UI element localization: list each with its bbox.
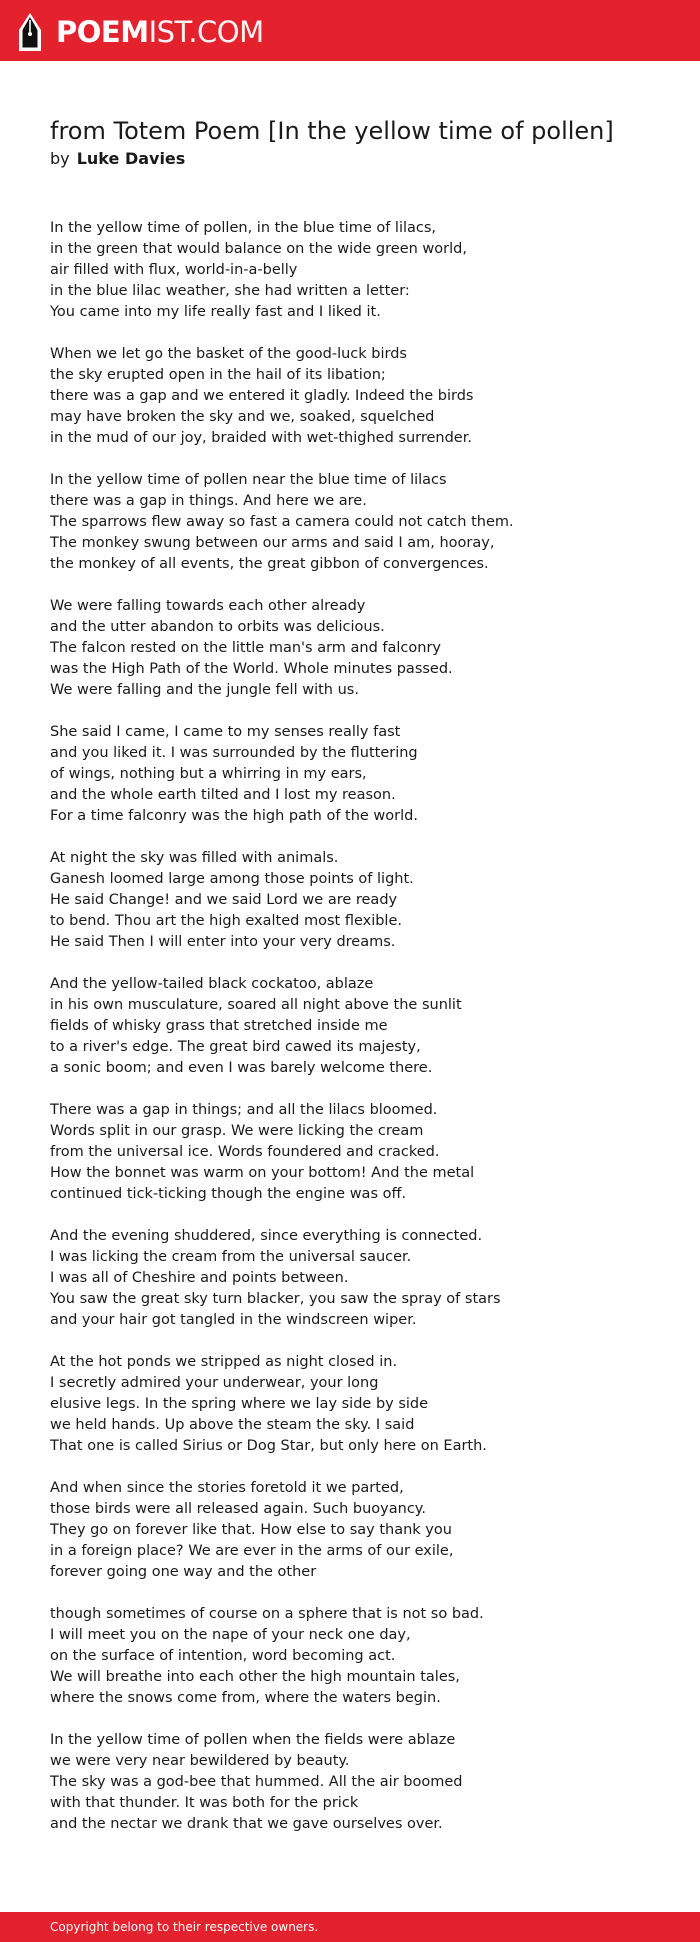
poem-line: in the blue lilac weather, she had written a letter: (50, 283, 410, 299)
poem-line: I was licking the cream from the universal saucer. (50, 1249, 412, 1265)
poem-line: and your hair got tangled in the windscreen wiper. (50, 1312, 417, 1328)
poem-stanza (50, 1352, 650, 1457)
poem-line: Words split in our grasp. We were licking the cream (50, 1123, 424, 1139)
poem-line: from the universal ice. Words foundered and cracked. (50, 1144, 440, 1160)
poem-line: a sonic boom; and even I was barely welcome there. (50, 1060, 433, 1076)
poem-line: and the nectar we drank that we gave ourselves over. (50, 1816, 443, 1832)
poem-line: there was a gap in things. And here we are. (50, 493, 367, 509)
poem-line: She said I came, I came to my senses really fast (50, 724, 401, 740)
poem-line: He said Change! and we said Lord we are ready (50, 892, 398, 908)
author-link[interactable]: Luke Davies (76, 149, 186, 168)
poem-line: we were very near bewildered by beauty. (50, 1753, 350, 1769)
poem-line: The monkey swung between our arms and said I am, hooray, (50, 535, 495, 551)
poem-title: from Totem Poem [In the yellow time of pollen] (50, 117, 614, 145)
poem-line: The sky was a god-bee that hummed. All the air boomed (50, 1774, 463, 1790)
poem-line: That one is called Sirius or Dog Star, but only here on Earth. (50, 1438, 487, 1454)
poem-line: there was a gap and we entered it gladly. Indeed the birds (50, 388, 474, 404)
byline (50, 148, 185, 170)
pen-nib-icon (18, 12, 42, 52)
poem-line: the monkey of all events, the great gibbon of convergences. (50, 556, 489, 572)
poem-line: In the yellow time of pollen when the fields were ablaze (50, 1732, 456, 1748)
poem-stanza (50, 722, 650, 827)
poem-line: in his own musculature, soared all night above the sunlit (50, 997, 462, 1013)
poem-line: I will meet you on the nape of your neck one day, (50, 1627, 411, 1643)
poem-line: For a time falconry was the high path of the world. (50, 808, 418, 824)
poem-line: in the green that would balance on the wide green world, (50, 241, 467, 257)
poem-stanza (50, 344, 650, 449)
poem-line: continued tick-ticking though the engine was off. (50, 1186, 407, 1202)
poem-line: on the surface of intention, word becoming act. (50, 1648, 396, 1664)
poem-stanza (50, 1730, 650, 1835)
poem-line: You came into my life really fast and I liked it. (50, 304, 381, 320)
poem-line: we held hands. Up above the steam the sky. I said (50, 1417, 415, 1433)
poem-line: We will breathe into each other the high mountain tales, (50, 1669, 460, 1685)
copyright-text: Copyright belong to their respective owners. (50, 1920, 319, 1934)
poem-line: may have broken the sky and we, soaked, squelched (50, 409, 435, 425)
poem-line: fields of whisky grass that stretched inside me (50, 1018, 388, 1034)
poem-line: was the High Path of the World. Whole minutes passed. (50, 661, 453, 677)
site-footer (0, 1912, 700, 1942)
poem-line: in a foreign place? We are ever in the arms of our exile, (50, 1543, 454, 1559)
logo-strong-text: POEM (56, 15, 149, 49)
poem-line: And when since the stories foretold it we parted, (50, 1480, 404, 1496)
poem-line: And the yellow-tailed black cockatoo, ablaze (50, 976, 374, 992)
poem-line: of wings, nothing but a whirring in my ears, (50, 766, 367, 782)
poem-stanza (50, 1604, 650, 1709)
poem-stanza (50, 218, 650, 323)
poem-line: There was a gap in things; and all the lilacs bloomed. (50, 1102, 438, 1118)
poem-line: and the whole earth tilted and I lost my reason. (50, 787, 396, 803)
poem-line: elusive legs. In the spring where we lay side by side (50, 1396, 429, 1412)
poem-line: I was all of Cheshire and points between. (50, 1270, 349, 1286)
poem-line: to bend. Thou art the high exalted most flexible. (50, 913, 402, 929)
poem-line: We were falling towards each other already (50, 598, 366, 614)
poem-stanza (50, 974, 650, 1079)
logo-light-text: IST.COM (148, 15, 264, 49)
poem-line: In the yellow time of pollen, in the blue time of lilacs, (50, 220, 437, 236)
poem-line: forever going one way and the other (50, 1564, 317, 1580)
poem-line: The falcon rested on the little man's arm and falconry (50, 640, 441, 656)
poem-line: We were falling and the jungle fell with us. (50, 682, 359, 698)
poem-line: You saw the great sky turn blacker, you saw the spray of stars (50, 1291, 501, 1307)
poem-line: Ganesh loomed large among those points of light. (50, 871, 414, 887)
poem-line: though sometimes of course on a sphere that is not so bad. (50, 1606, 484, 1622)
poem-line: They go on forever like that. How else to say thank you (50, 1522, 452, 1538)
poem-line: in the mud of our joy, braided with wet-thighed surrender. (50, 430, 472, 446)
poem-line: At the hot ponds we stripped as night closed in. (50, 1354, 398, 1370)
poem-line: The sparrows flew away so fast a camera could not catch them. (50, 514, 514, 530)
poem-line: where the snows come from, where the waters begin. (50, 1690, 441, 1706)
poem-stanza (50, 1100, 650, 1205)
poem-stanza (50, 470, 650, 575)
poem-stanza (50, 1478, 650, 1583)
poem-body (50, 218, 650, 1856)
poem-line: He said Then I will enter into your very dreams. (50, 934, 396, 950)
poem-line: In the yellow time of pollen near the blue time of lilacs (50, 472, 447, 488)
poem-stanza (50, 596, 650, 701)
poem-line: When we let go the basket of the good-luck birds (50, 346, 407, 362)
poem-stanza (50, 1226, 650, 1331)
site-logo-text (56, 12, 264, 52)
poem-line: to a river's edge. The great bird cawed its majesty, (50, 1039, 421, 1055)
poem-line: the sky erupted open in the hail of its libation; (50, 367, 386, 383)
poem-stanza (50, 848, 650, 953)
poem-line: At night the sky was filled with animals. (50, 850, 339, 866)
poem-line: and the utter abandon to orbits was delicious. (50, 619, 385, 635)
by-label: by (50, 149, 70, 168)
poem-line: air filled with flux, world-in-a-belly (50, 262, 298, 278)
poem-line: I secretly admired your underwear, your long (50, 1375, 379, 1391)
site-logo-link[interactable] (18, 12, 264, 52)
site-header (0, 0, 700, 61)
poem-line: And the evening shuddered, since everything is connected. (50, 1228, 483, 1244)
poem-line: those birds were all released again. Such buoyancy. (50, 1501, 426, 1517)
poem-line: with that thunder. It was both for the prick (50, 1795, 359, 1811)
poem-line: and you liked it. I was surrounded by the fluttering (50, 745, 418, 761)
poem-line: How the bonnet was warm on your bottom! And the metal (50, 1165, 475, 1181)
